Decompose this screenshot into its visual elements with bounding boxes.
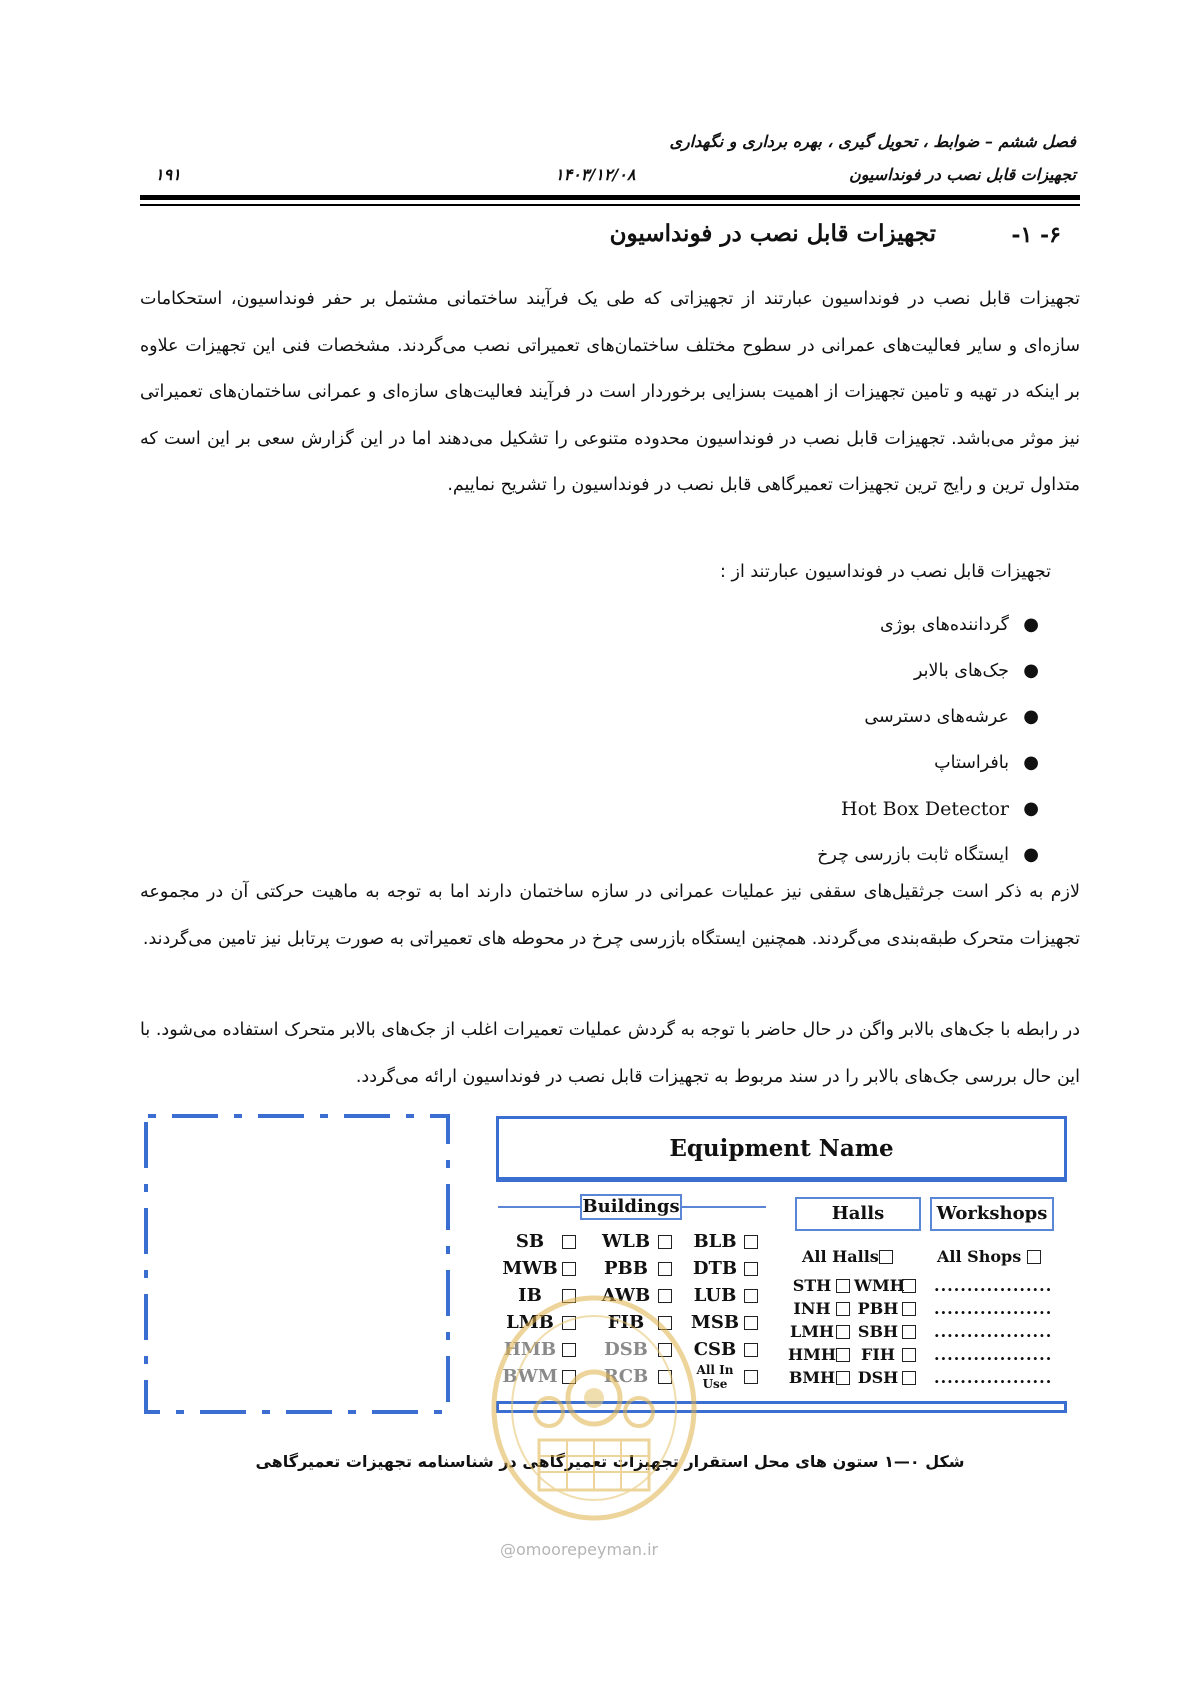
hall-checkbox[interactable]	[836, 1325, 850, 1339]
building-checkbox[interactable]	[658, 1235, 672, 1249]
hall-code: FIH	[861, 1345, 895, 1364]
building-code: DTB	[692, 1258, 738, 1279]
building-checkbox[interactable]	[562, 1316, 576, 1330]
section-title: تجهیزات قابل نصب در فونداسیون	[609, 220, 936, 247]
hall-code: STH	[792, 1276, 832, 1295]
building-code: PBB	[604, 1258, 648, 1279]
building-checkbox[interactable]	[744, 1289, 758, 1303]
figure-equipment-card	[140, 1110, 1080, 1420]
image-placeholder-frame	[144, 1114, 480, 1414]
building-code: FIB	[607, 1312, 645, 1333]
section-number: ۶- ۱-	[1011, 222, 1061, 248]
all-halls-row	[788, 1245, 938, 1268]
list-item: ● گرداننده‌های بوژی	[451, 602, 1051, 648]
workshop-entry-line[interactable]: ..................	[934, 1322, 1053, 1341]
hall-checkbox[interactable]	[836, 1348, 850, 1362]
workshop-entry-line[interactable]: ..................	[934, 1299, 1053, 1318]
halls-row	[788, 1274, 938, 1297]
hall-checkbox[interactable]	[902, 1302, 916, 1316]
list-item: ● عرشه‌های دسترسی	[451, 694, 1051, 740]
list-intro: تجهیزات قابل نصب در فونداسیون عبارتند از :	[720, 562, 1051, 582]
all-shops-row	[932, 1245, 1062, 1268]
building-checkbox[interactable]	[658, 1370, 672, 1384]
running-header-date: ۱۴۰۳/۱۲/۰۸	[555, 165, 636, 184]
buildings-row	[498, 1336, 768, 1363]
hall-code: WMH	[854, 1276, 905, 1295]
building-code: HMB	[503, 1339, 557, 1360]
list-item: ● Hot Box Detector	[451, 786, 1051, 832]
paragraph-intro: تجهیزات قابل نصب در فونداسیون عبارتند از تجهیزاتی که طی یک فرآیند ساختمانی مشتمل بر حفر فونداسیون، استحکامات سازه‌ای و سایر فعالیت‌های عمرانی در سطوح مختلف ساختمان‌های تعمیراتی نصب می‌گردند. مشخصات فنی این تجهیزات علاوه بر اینکه در تهیه و تامین تجهیزات از اهمیت بسزایی برخوردار است در فرآیند فعالیت‌های سازه‌ای و عمرانی ساختمان‌های تعمیراتی نیز موثر می‌باشد. تجهیزات قابل نصب در فونداسیون محدوده متنوعی را تشکیل می‌دهند اما در این گزارش سعی بر این است که متداول ترین و رایج ترین تجهیزات تعمیرگاهی قابل نصب در فونداسیون را تشریح نماییم.	[140, 289, 1080, 495]
building-checkbox[interactable]	[744, 1235, 758, 1249]
building-code: AWB	[601, 1285, 651, 1306]
hall-checkbox[interactable]	[902, 1371, 916, 1385]
hall-checkbox[interactable]	[902, 1348, 916, 1362]
building-checkbox[interactable]	[562, 1289, 576, 1303]
building-checkbox[interactable]	[658, 1316, 672, 1330]
paragraph-cranes: لازم به ذکر است جرثقیل‌های سقفی نیز عملیات عمرانی در سازه ساختمان دارند اما به توجه به ماهیت حرکتی آن در مجموعه تجهیزات متحرک طبقه‌بندی می‌گردند. همچنین ایستگاه بازرسی چرخ در محوطه های تعمیراتی به صورت پرتابل نیز تامین می‌گردند.	[140, 882, 1080, 949]
bullet-icon: ●	[1023, 660, 1039, 681]
building-checkbox[interactable]	[744, 1262, 758, 1276]
workshop-entry-line[interactable]: ..................	[934, 1345, 1053, 1364]
building-checkbox[interactable]	[562, 1343, 576, 1357]
list-item: ● جک‌های بالابر	[451, 648, 1051, 694]
watermark-text: @omoorepeyman.ir	[500, 1540, 659, 1559]
building-checkbox[interactable]	[744, 1343, 758, 1357]
bullet-icon: ●	[1023, 798, 1039, 819]
hall-checkbox[interactable]	[836, 1302, 850, 1316]
building-checkbox[interactable]	[562, 1370, 576, 1384]
hall-code: SBH	[857, 1322, 899, 1341]
all-halls-checkbox[interactable]	[879, 1250, 893, 1264]
hall-checkbox[interactable]	[902, 1279, 916, 1293]
building-code: IB	[518, 1285, 542, 1306]
hall-checkbox[interactable]	[836, 1371, 850, 1385]
hall-code: DSH	[857, 1368, 899, 1387]
building-code: RCB	[603, 1366, 649, 1387]
all-shops-label: All Shops	[937, 1247, 1022, 1266]
workshop-entry-line[interactable]: ..................	[934, 1276, 1053, 1295]
building-code: BWM	[502, 1366, 558, 1387]
building-code: MSB	[690, 1312, 740, 1333]
building-code: MWB	[502, 1258, 558, 1279]
building-checkbox[interactable]	[744, 1316, 758, 1330]
halls-row	[788, 1366, 938, 1389]
building-code: SB	[515, 1231, 545, 1252]
halls-row	[788, 1297, 938, 1320]
bullet-icon: ●	[1023, 752, 1039, 773]
equipment-name-box: Equipment Name	[496, 1116, 1067, 1182]
hall-code: HMH	[788, 1345, 836, 1364]
building-code: LUB	[693, 1285, 737, 1306]
figure-caption: شکل ۰—۱ ستون های محل استقرار تجهیزات تعمیرگاهی در شناسنامه تجهیزات تعمیرگاهی	[255, 1452, 965, 1471]
workshops-label: Workshops	[930, 1197, 1054, 1231]
hall-code: INH	[793, 1299, 831, 1318]
buildings-row	[498, 1282, 768, 1309]
header-rule-thick	[140, 195, 1080, 200]
hall-code: BMH	[788, 1368, 836, 1387]
buildings-row	[498, 1255, 768, 1282]
halls-row	[788, 1343, 938, 1366]
building-checkbox[interactable]	[658, 1262, 672, 1276]
building-checkbox[interactable]	[562, 1262, 576, 1276]
header-rule-thin	[140, 204, 1080, 206]
building-code: DSB	[604, 1339, 648, 1360]
hall-checkbox[interactable]	[902, 1325, 916, 1339]
list-item: ● ایستگاه ثابت بازرسی چرخ	[451, 832, 1051, 878]
list-item: ● بافراستاپ	[451, 740, 1051, 786]
buildings-row	[498, 1363, 768, 1390]
halls-label: Halls	[795, 1197, 921, 1231]
all-in-use-checkbox[interactable]	[744, 1370, 758, 1384]
buildings-row	[498, 1309, 768, 1336]
running-header-subject: تجهیزات قابل نصب در فونداسیون	[848, 165, 1076, 184]
building-code: BLB	[693, 1231, 737, 1252]
hall-code: PBH	[857, 1299, 899, 1318]
building-checkbox[interactable]	[562, 1235, 576, 1249]
all-halls-label: All Halls	[802, 1247, 879, 1266]
at-icon: @	[500, 1540, 516, 1559]
bullet-icon: ●	[1023, 614, 1039, 635]
hall-checkbox[interactable]	[836, 1279, 850, 1293]
hall-code: LMH	[789, 1322, 835, 1341]
bullet-icon: ●	[1023, 706, 1039, 727]
paragraph-lifting-jacks: در رابطه با جک‌های بالابر واگن در حال حاضر با توجه به گردش عملیات تعمیرات اغلب از جک‌های بالابر متحرک استفاده می‌شود. با این حال بررسی جک‌های بالابر را در سند مربوط به تجهیزات قابل نصب در فونداسیون ارائه می‌گردد.	[140, 1020, 1080, 1087]
bullet-icon: ●	[1023, 844, 1039, 865]
building-code: WLB	[601, 1231, 651, 1252]
halls-grid	[788, 1245, 938, 1389]
buildings-row	[498, 1228, 768, 1255]
buildings-label: Buildings	[580, 1194, 682, 1220]
all-in-use-label: All In Use	[696, 1362, 734, 1391]
card-bottom-bar	[496, 1401, 1067, 1413]
workshop-entry-line[interactable]: ..................	[934, 1368, 1053, 1387]
equipment-list	[451, 602, 1051, 878]
halls-row	[788, 1320, 938, 1343]
page-number: ۱۹۱	[155, 165, 181, 184]
building-code: CSB	[693, 1339, 737, 1360]
building-checkbox[interactable]	[658, 1289, 672, 1303]
workshops-grid	[932, 1245, 1062, 1389]
running-header-chapter: فصل ششم – ضوابط ، تحویل گیری ، بهره برداری و نگهداری	[669, 132, 1076, 151]
buildings-grid	[498, 1228, 768, 1390]
all-shops-checkbox[interactable]	[1027, 1250, 1041, 1264]
building-checkbox[interactable]	[658, 1343, 672, 1357]
building-code: LMB	[506, 1312, 554, 1333]
